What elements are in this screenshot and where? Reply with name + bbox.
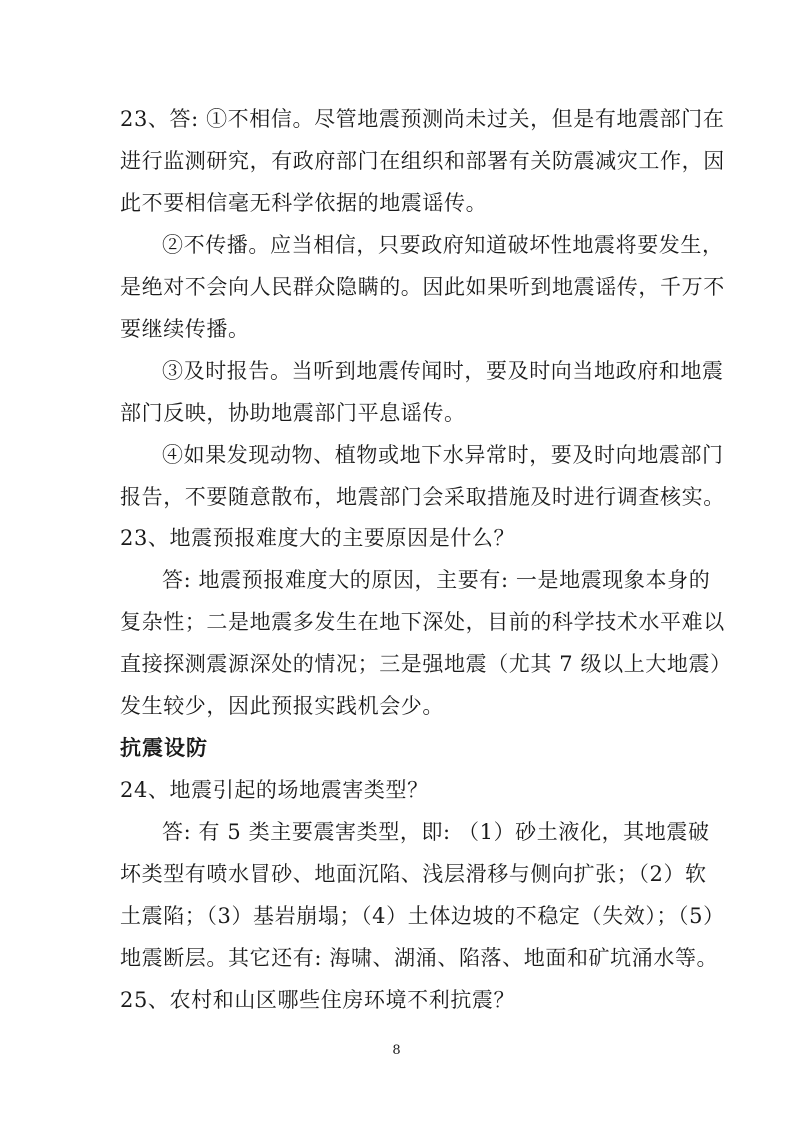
answer-23b-line-1: 答: 地震预报难度大的原因，主要有: 一是地震现象本身的 xyxy=(162,568,711,592)
point-4-line-2: 报告，不要随意散布，地震部门会采取措施及时进行调查核实。 xyxy=(120,485,725,509)
point-2-line-1: ②不传播。应当相信，只要政府知道破坏性地震将要发生， xyxy=(162,233,724,257)
answer-24-line-3: 土震陷；（3）基岩崩塌；（4）土体边坡的不稳定（失效）；（5） xyxy=(120,904,725,928)
question-24: 24、地震引起的场地震害类型？ xyxy=(120,778,429,802)
question-25: 25、农村和山区哪些住房环境不利抗震？ xyxy=(120,988,516,1012)
point-2-line-2: 是绝对不会向人民群众隐瞒的。因此如果听到地震谣传，千万不 xyxy=(120,275,725,299)
answer-23b-line-3: 直接探测震源深处的情况；三是强地震（尤其 7 级以上大地震） xyxy=(120,652,732,676)
point-4-line-1: ④如果发现动物、植物或地下水异常时，要及时向地震部门 xyxy=(162,443,724,467)
point-3-line-1: ③及时报告。当听到地震传闻时，要及时向当地政府和地震 xyxy=(162,359,724,383)
point-3-line-2: 部门反映，协助地震部门平息谣传。 xyxy=(120,401,466,425)
answer-24-line-4: 地震断层。其它还有: 海啸、湖涌、陷落、地面和矿坑涌水等。 xyxy=(120,946,719,970)
question-23: 23、地震预报难度大的主要原因是什么？ xyxy=(120,526,516,550)
answer-23b-line-4: 发生较少，因此预报实践机会少。 xyxy=(120,694,444,718)
point-2-line-3: 要继续传播。 xyxy=(120,317,250,341)
answer-24-line-2: 坏类型有喷水冒砂、地面沉陷、浅层滑移与侧向扩张；（2）软 xyxy=(120,862,707,886)
page-number: 8 xyxy=(392,1043,401,1058)
answer-23-line-1: 23、答: ①不相信。尽管地震预测尚未过关，但是有地震部门在 xyxy=(120,107,725,131)
answer-23b-line-2: 复杂性；二是地震多发生在地下深处，目前的科学技术水平难以 xyxy=(120,610,725,634)
answer-23-line-2: 进行监测研究，有政府部门在组织和部署有关防震减灾工作，因 xyxy=(120,149,725,173)
answer-23-line-3: 此不要相信毫无科学依据的地震谣传。 xyxy=(120,191,488,215)
section-heading: 抗震设防 xyxy=(120,736,208,760)
answer-24-line-1: 答: 有 5 类主要震害类型，即: （1）砂土液化，其地震破 xyxy=(162,820,710,844)
